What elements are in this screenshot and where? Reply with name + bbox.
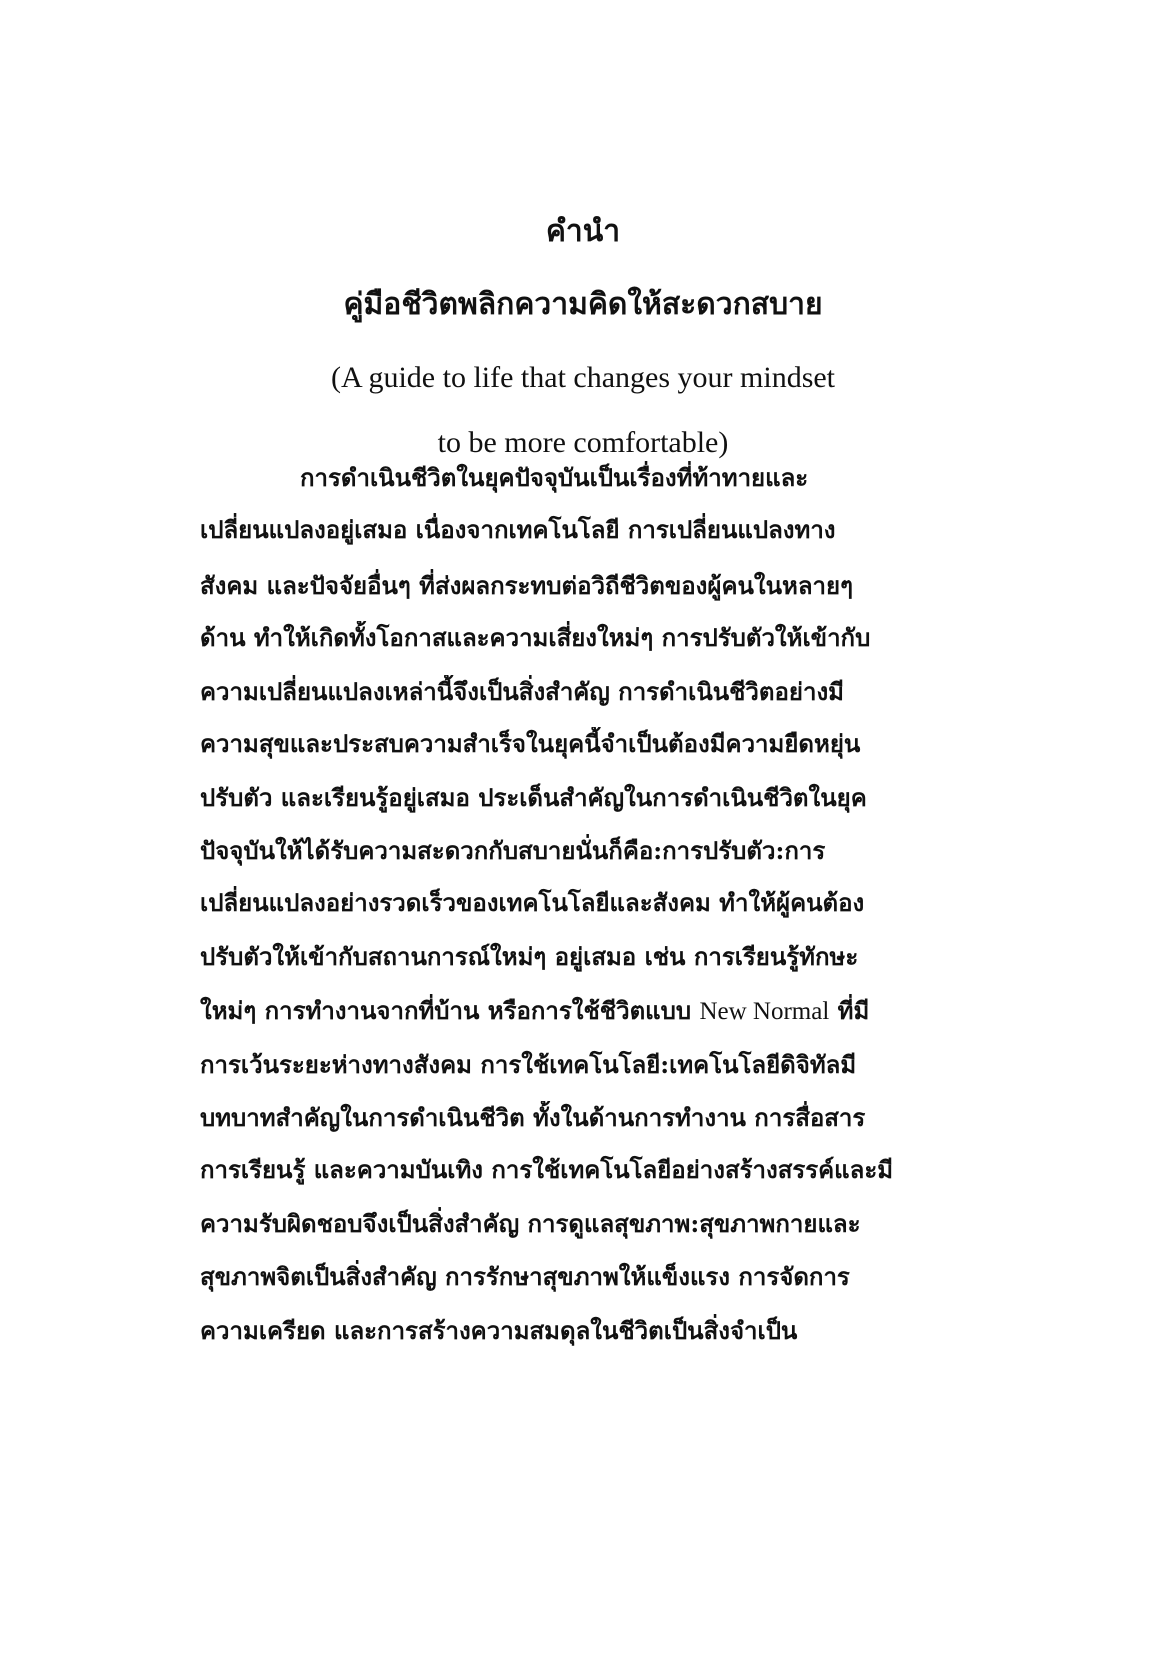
english-title-line-1: (A guide to life that changes your mindset [330,361,836,394]
paragraph-line: ปรับตัวให้เข้ากับสถานการณ์ใหม่ๆ อยู่เสมอ เช่น การเรียนรู้ทักษะ [200,942,859,971]
english-title-line-2: to be more comfortable) [437,426,729,459]
paragraph-line: ความรับผิดชอบจึงเป็นสิ่งสำคัญ การดูแลสุขภาพ:สุขภาพกายและ [200,1209,861,1238]
paragraph-line [200,994,970,1029]
paragraph-line: สังคม และปัจจัยอื่นๆ ที่ส่งผลกระทบต่อวิถีชีวิตของผู้คนในหลายๆ [200,571,853,600]
page-title: คำนำ [545,214,621,249]
page-subtitle: คู่มือชีวิตพลิกความคิดให้สะดวกสบาย [343,287,823,322]
paragraph-line: การดำเนินชีวิตในยุคปัจจุบันเป็นเรื่องที่ท้าทายและ [300,463,809,492]
paragraph-line: ความเปลี่ยนแปลงเหล่านี้จึงเป็นสิ่งสำคัญ การดำเนินชีวิตอย่างมี [200,677,844,706]
paragraph-line: การเรียนรู้ และความบันเทิง การใช้เทคโนโลยีอย่างสร้างสรรค์และมี [200,1155,894,1184]
paragraph-line: ปัจจุบันให้ได้รับความสะดวกกับสบายนั่นก็คือ:การปรับตัว:การ [200,836,826,865]
paragraph-line-part: ใหม่ๆ การทำงานจากที่บ้าน หรือการใช้ชีวิตแบบ [200,996,692,1025]
paragraph-line: การเว้นระยะห่างทางสังคม การใช้เทคโนโลยี:เทคโนโลยีดิจิทัลมี [200,1050,857,1079]
paragraph-line: เปลี่ยนแปลงอย่างรวดเร็วของเทคโนโลยีและสังคม ทำให้ผู้คนต้อง [200,888,865,917]
paragraph-line: สุขภาพจิตเป็นสิ่งสำคัญ การรักษาสุขภาพให้แข็งแรง การจัดการ [200,1262,850,1291]
new-normal-term: New Normal [699,998,830,1025]
paragraph-line: ด้าน ทำให้เกิดทั้งโอกาสและความเสี่ยงใหม่ๆ การปรับตัวให้เข้ากับ [200,623,871,652]
paragraph-line: บทบาทสำคัญในการดำเนินชีวิต ทั้งในด้านการทำงาน การสื่อสาร [200,1103,866,1132]
paragraph-line: ความเครียด และการสร้างความสมดุลในชีวิตเป็นสิ่งจำเป็น [200,1316,798,1345]
paragraph-line: ปรับตัว และเรียนรู้อยู่เสมอ ประเด็นสำคัญในการดำเนินชีวิตในยุค [200,783,867,812]
paragraph-line: ความสุขและประสบความสำเร็จในยุคนี้จำเป็นต้องมีความยืดหยุ่น [200,729,861,758]
paragraph-line: เปลี่ยนแปลงอยู่เสมอ เนื่องจากเทคโนโลยี การเปลี่ยนแปลงทาง [200,515,836,544]
paragraph-line-part: ที่มี [837,996,870,1025]
